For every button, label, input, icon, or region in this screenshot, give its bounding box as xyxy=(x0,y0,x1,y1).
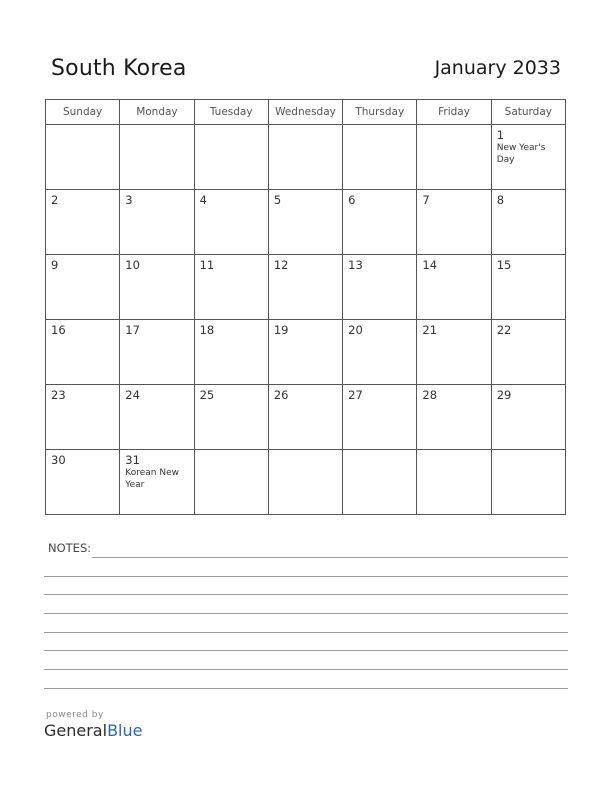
weekday-wednesday: Wednesday xyxy=(268,100,342,125)
month-year-title: January 2033 xyxy=(434,57,561,79)
week-row xyxy=(46,125,566,190)
day-number: 15 xyxy=(496,258,512,272)
day-number: 5 xyxy=(273,193,282,207)
notes-label: NOTES: xyxy=(48,541,92,555)
empty-day-cell xyxy=(343,450,417,515)
day-cell xyxy=(491,320,565,385)
note-line xyxy=(92,557,568,558)
day-number: 14 xyxy=(422,258,438,272)
weekday-tuesday: Tuesday xyxy=(194,100,268,125)
day-number: 28 xyxy=(422,388,438,402)
brand-logo[interactable] xyxy=(44,721,142,740)
day-cell xyxy=(491,125,565,190)
day-number: 3 xyxy=(125,193,133,207)
day-cell xyxy=(491,385,565,450)
day-cell xyxy=(120,190,194,255)
weekday-saturday: Saturday xyxy=(491,100,565,125)
week-row xyxy=(46,385,566,450)
day-cell xyxy=(194,255,268,320)
day-cell xyxy=(194,190,268,255)
note-line xyxy=(44,669,568,670)
empty-day-cell xyxy=(268,125,342,190)
holiday-label: New Year's Day xyxy=(496,143,546,165)
day-number: 11 xyxy=(199,258,215,272)
day-number: 1 xyxy=(496,128,505,142)
day-cell xyxy=(194,385,268,450)
day-cell xyxy=(46,450,120,515)
day-number: 9 xyxy=(51,258,59,272)
day-cell xyxy=(417,255,491,320)
day-number: 20 xyxy=(348,323,363,337)
empty-day-cell xyxy=(268,450,342,515)
day-number: 26 xyxy=(273,388,289,402)
weekday-sunday: Sunday xyxy=(46,100,120,125)
day-cell xyxy=(417,320,491,385)
day-cell xyxy=(268,255,342,320)
note-line xyxy=(44,688,568,689)
day-number: 6 xyxy=(348,193,356,207)
calendar-grid xyxy=(45,99,566,515)
day-number: 25 xyxy=(199,388,215,402)
empty-day-cell xyxy=(491,450,565,515)
brand-name-blue: Blue xyxy=(107,721,143,740)
week-row xyxy=(46,320,566,385)
day-cell xyxy=(194,320,268,385)
weekday-header-row xyxy=(46,100,566,125)
note-line xyxy=(44,632,568,633)
day-number: 12 xyxy=(273,258,289,272)
empty-day-cell xyxy=(120,125,194,190)
holiday-label: Korean New Year xyxy=(125,468,179,490)
day-number: 24 xyxy=(125,388,140,402)
day-number: 13 xyxy=(348,258,363,272)
powered-by-text: powered by xyxy=(46,710,104,720)
day-number: 27 xyxy=(348,388,363,402)
day-cell xyxy=(343,385,417,450)
note-line xyxy=(44,576,568,577)
empty-day-cell xyxy=(46,125,120,190)
day-number: 2 xyxy=(51,193,59,207)
day-number: 7 xyxy=(422,193,430,207)
day-number: 21 xyxy=(422,323,438,337)
day-cell xyxy=(417,385,491,450)
note-line xyxy=(44,613,568,614)
day-number: 8 xyxy=(496,193,505,207)
day-number: 30 xyxy=(51,453,66,467)
empty-day-cell xyxy=(194,125,268,190)
empty-day-cell xyxy=(417,450,491,515)
note-line xyxy=(44,594,568,595)
day-cell xyxy=(120,255,194,320)
day-cell xyxy=(268,385,342,450)
day-cell xyxy=(343,255,417,320)
empty-day-cell xyxy=(194,450,268,515)
day-number: 17 xyxy=(125,323,140,337)
day-cell xyxy=(120,450,194,515)
day-cell xyxy=(268,320,342,385)
day-cell xyxy=(120,385,194,450)
day-cell xyxy=(46,255,120,320)
day-cell xyxy=(491,190,565,255)
day-number: 16 xyxy=(51,323,66,337)
day-cell xyxy=(417,190,491,255)
day-number: 29 xyxy=(496,388,512,402)
day-cell xyxy=(120,320,194,385)
day-number: 10 xyxy=(125,258,140,272)
note-line xyxy=(44,650,568,651)
day-cell xyxy=(46,320,120,385)
week-row xyxy=(46,450,566,515)
weekday-thursday: Thursday xyxy=(343,100,417,125)
week-row xyxy=(46,255,566,320)
day-number: 23 xyxy=(51,388,66,402)
day-number: 22 xyxy=(496,323,512,337)
day-number: 19 xyxy=(273,323,289,337)
brand-name-general: General xyxy=(44,721,108,740)
empty-day-cell xyxy=(417,125,491,190)
day-cell xyxy=(343,320,417,385)
day-cell xyxy=(268,190,342,255)
day-number: 4 xyxy=(199,193,207,207)
weekday-friday: Friday xyxy=(417,100,491,125)
day-cell xyxy=(491,255,565,320)
day-number: 18 xyxy=(199,323,215,337)
country-title: South Korea xyxy=(51,56,187,81)
week-row xyxy=(46,190,566,255)
day-cell xyxy=(46,190,120,255)
weekday-monday: Monday xyxy=(120,100,194,125)
day-cell xyxy=(46,385,120,450)
day-cell xyxy=(343,190,417,255)
empty-day-cell xyxy=(343,125,417,190)
day-number: 31 xyxy=(125,453,140,467)
